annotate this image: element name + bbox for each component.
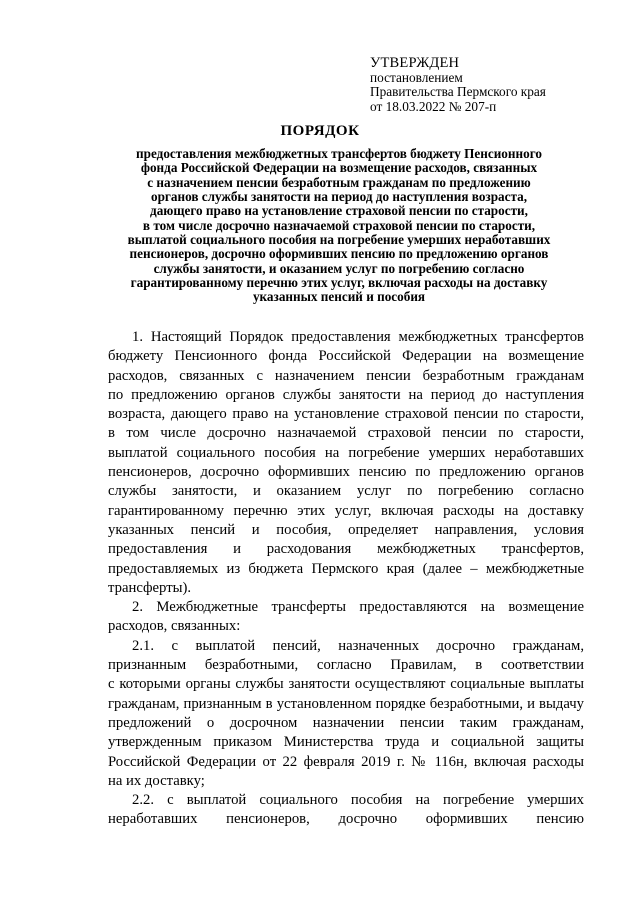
paragraph-1-line: расходов, связанных с назначением пенсии безработным гражданам [108, 367, 584, 384]
subtitle-line: пенсионеров, досрочно оформивших пенсию по предложению органов [129, 246, 549, 262]
approval-line: Правительства Пермского края [370, 84, 546, 99]
subtitle-line: гарантированному перечню этих услуг, включая расходы на доставку [130, 275, 548, 291]
paragraph-2-1-line: с которыми органы службы занятости осуществляют социальные выплаты [108, 676, 584, 693]
paragraph-2-line: 2. Межбюджетные трансферты предоставляются на возмещение [132, 599, 584, 616]
paragraph-2-1-line: предложений о досрочном назначении пенсии таким гражданам, [108, 714, 584, 731]
paragraph-1-line: 1. Настоящий Порядок предоставления межбюджетных трансфертов [132, 329, 584, 345]
paragraph-1-line: указанных пенсий и пособия, определяет направления, условия [108, 521, 584, 538]
paragraph-1-line: предоставляемых из бюджета Пермского края (далее – межбюджетные [108, 560, 584, 577]
paragraph-2-1-line: утвержденным приказом Министерства труда и социальной защиты [108, 734, 584, 751]
paragraph-1-line: возраста, дающего право на установление страховой пенсии по старости, [108, 406, 584, 423]
paragraph-2-2-line: неработавших пенсионеров, досрочно оформивших пенсию [108, 811, 584, 828]
subtitle-line: в том числе досрочно назначаемой страховой пенсии по старости, [142, 217, 536, 233]
subtitle-line: предоставления межбюджетных трансфертов бюджету Пенсионного [136, 146, 542, 161]
document-title: ПОРЯДОК [280, 123, 360, 139]
paragraph-1-line: в том числе досрочно назначаемой страховой пенсии по старости, [108, 425, 584, 442]
paragraph-2-2-line: 2.2. с выплатой социального пособия на погребение умерших [132, 792, 584, 809]
subtitle-line: органов службы занятости на период до наступления возраста, [150, 189, 528, 205]
subtitle-line: с назначением пенсии безработным гражданам по предложению [147, 174, 531, 190]
subtitle-line: дающего право на установление страховой пенсии по старости, [150, 203, 528, 219]
paragraph-2-1-line: признанным безработными, согласно Правилам, в соответствии [108, 657, 584, 674]
paragraph-2-1-line: 2.1. с выплатой пенсий, назначенных досрочно гражданам, [132, 637, 584, 654]
approval-block [370, 56, 546, 114]
paragraph-1-line: службы занятости, и оказанием услуг по погребению согласно [108, 483, 584, 500]
document-subtitle [92, 147, 586, 305]
paragraph-2-1-line: гражданам, признанным в установленном порядке безработными, и выдачу [108, 695, 584, 712]
paragraph-1-line: пенсионеров, досрочно оформивших пенсию по предложению органов [108, 464, 584, 481]
paragraph-1-line: трансферты). [108, 579, 192, 596]
approval-date-number: от 18.03.2022 № 207-п [370, 98, 497, 114]
approval-title: УТВЕРЖДЕН [370, 55, 460, 71]
subtitle-line: указанных пенсий и пособия [252, 289, 426, 305]
subtitle-line: выплатой социального пособия на погребение умерших неработавших [127, 232, 551, 248]
paragraph-2-1-line: на их доставку; [108, 772, 205, 789]
paragraph-1-line: по предложению органов службы занятости на период до наступления [108, 386, 584, 403]
paragraph-2-line: расходов, связанных: [108, 618, 241, 635]
paragraph-2-1-line: Российской Федерации от 22 февраля 2019 г. № 116н, включая расходы [108, 753, 584, 770]
document-body [108, 328, 584, 830]
subtitle-line: службы занятости, и оказанием услуг по погребению согласно [153, 260, 525, 276]
subtitle-line: фонда Российской Федерации на возмещение расходов, связанных [140, 160, 538, 176]
paragraph-1-line: гарантированному перечню этих услуг, включая расходы на доставку [108, 502, 584, 519]
paragraph-1-line: предоставления и расходования межбюджетных трансфертов, [108, 541, 584, 558]
approval-line: постановлением [370, 69, 463, 85]
paragraph-1-line: бюджету Пенсионного фонда Российской Федерации на возмещение [108, 348, 584, 365]
paragraph-1-line: выплатой социального пособия на погребение умерших неработавших [108, 444, 584, 461]
